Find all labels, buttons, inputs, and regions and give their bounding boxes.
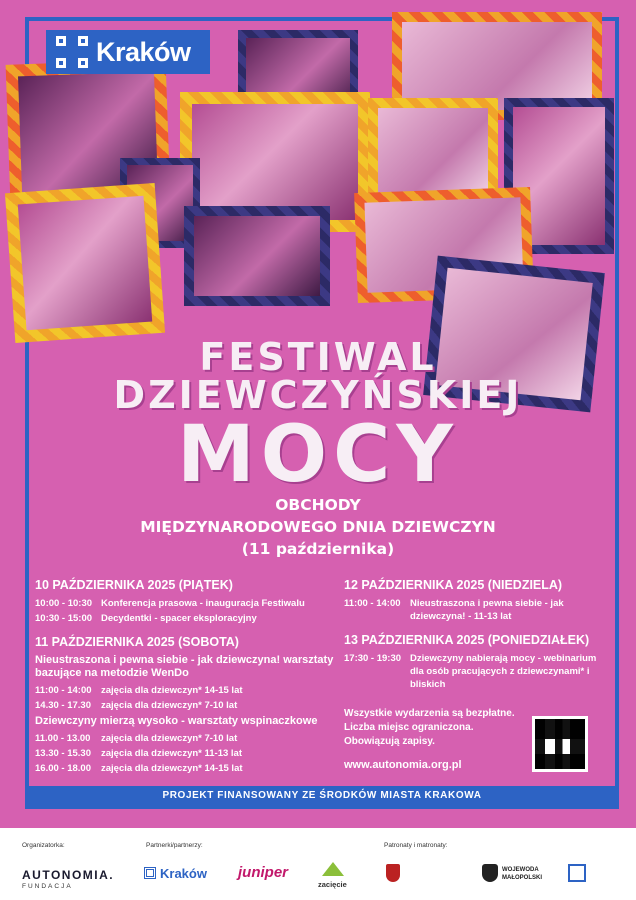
patron-wojewoda-logo: WOJEWODA MAŁOPOLSKI: [502, 867, 542, 881]
funding-bar: PROJEKT FINANSOWANY ZE ŚRODKÓW MIASTA KRAKOWA: [29, 786, 615, 806]
autonomia-sub: FUNDACJA: [22, 883, 73, 890]
partner-zaciecie-logo: zacięcie: [318, 880, 347, 889]
event-time: 10:30 - 15:00: [35, 613, 93, 624]
sponsor-strip: [0, 828, 636, 900]
collage-photo-frame: [184, 206, 330, 306]
krakow-logo: [46, 30, 210, 74]
subtitle-line3: (11 października): [241, 540, 395, 558]
krakow-logo-icon: [56, 36, 88, 68]
zaciecie-mountain-icon: [322, 862, 344, 876]
event-row: [35, 732, 335, 745]
event-row: [344, 652, 610, 691]
logo-text: Kraków: [96, 36, 191, 67]
day-heading-saturday: 11 PAŹDZIERNIKA 2025 (SOBOTA): [35, 635, 239, 649]
title-line3: MOCY: [177, 410, 459, 500]
note-registration: Obowiązują zapisy.: [344, 736, 435, 747]
event-time: 16.00 - 18.00: [35, 763, 91, 774]
event-name: Nieustraszona i pewna siebie - jak dziewczyna! - 11-13 lat: [410, 598, 564, 622]
event-time: 13.30 - 15.30: [35, 748, 91, 759]
workshop-title-wendo: Nieustraszona i pewna siebie - jak dziewczyna! warsztaty bazujące na metodzie WenDo: [35, 654, 334, 679]
patron-eagle-icon: [386, 864, 400, 882]
subtitle-line2: MIĘDZYNARODOWEGO DNIA DZIEWCZYN: [140, 518, 496, 536]
day-heading-friday: 10 PAŹDZIERNIKA 2025 (PIĄTEK): [35, 578, 233, 592]
collage-photo-frame: [5, 183, 165, 343]
event-row: [35, 612, 335, 625]
patron-badge-icon: [568, 864, 586, 882]
day-heading-sunday: 12 PAŹDZIERNIKA 2025 (NIEDZIELA): [344, 578, 563, 592]
event-time: 11:00 - 14:00: [35, 685, 92, 696]
event-time: 11:00 - 14:00: [344, 598, 401, 609]
patronage-label: Patronaty i matronaty:: [384, 842, 448, 849]
title-line2: DZIEWCZYŃSKIEJ: [113, 373, 523, 417]
event-name: zajęcia dla dziewczyn* 7-10 lat: [101, 700, 238, 711]
event-row: [35, 762, 335, 775]
event-time: 10:00 - 10:30: [35, 598, 93, 609]
subtitle-line1: OBCHODY: [275, 496, 361, 514]
event-name: Decydentki - spacer eksploracyjny: [101, 613, 257, 624]
autonomia-logo: AUTONOMIA.: [22, 868, 115, 882]
event-name: zajęcia dla dziewczyn* 14-15 lat: [101, 763, 243, 774]
event-row: [35, 684, 335, 697]
event-time: 11.00 - 13.00: [35, 733, 91, 744]
title-line1: FESTIWAL: [199, 335, 437, 379]
note-limited: Liczba miejsc ograniczona.: [344, 722, 474, 733]
event-row: [344, 597, 610, 623]
event-row: [35, 747, 335, 760]
event-name: Konferencja prasowa - inauguracja Festiwalu: [101, 598, 305, 609]
patron-eagle-icon: [482, 864, 498, 882]
qr-code-icon[interactable]: [532, 716, 588, 772]
event-time: 14.30 - 17.30: [35, 700, 91, 711]
krakow-mark-icon: [144, 867, 156, 879]
workshop-title-climbing: Dziewczyny mierzą wysoko - warsztaty wspinaczkowe: [35, 715, 318, 727]
event-name: zajęcia dla dziewczyn* 14-15 lat: [101, 685, 243, 696]
event-row: [35, 597, 335, 610]
event-name: Dziewczyny nabierają mocy - webinarium dla osób pracujących z dziewczynami* i bliskich: [410, 653, 597, 690]
schedule-left: [35, 578, 335, 777]
day-heading-monday: 13 PAŹDZIERNIKA 2025 (PONIEDZIAŁEK): [344, 633, 590, 647]
event-time: 17:30 - 19:30: [344, 653, 402, 664]
partner-krakow-logo: [144, 866, 207, 881]
event-name: zajęcia dla dziewczyn* 7-10 lat: [101, 733, 238, 744]
organizer-label: Organizatorka:: [22, 842, 65, 849]
event-row: [35, 699, 335, 712]
partners-label: Partnerki/partnerzy:: [146, 842, 203, 849]
note-free: Wszystkie wydarzenia są bezpłatne.: [344, 708, 515, 719]
partner-krakow-text: Kraków: [160, 866, 207, 881]
website-link[interactable]: www.autonomia.org.pl: [344, 759, 462, 771]
event-name: zajęcia dla dziewczyn* 11-13 lat: [101, 748, 242, 759]
partner-juniper-logo: juniper: [238, 864, 289, 881]
